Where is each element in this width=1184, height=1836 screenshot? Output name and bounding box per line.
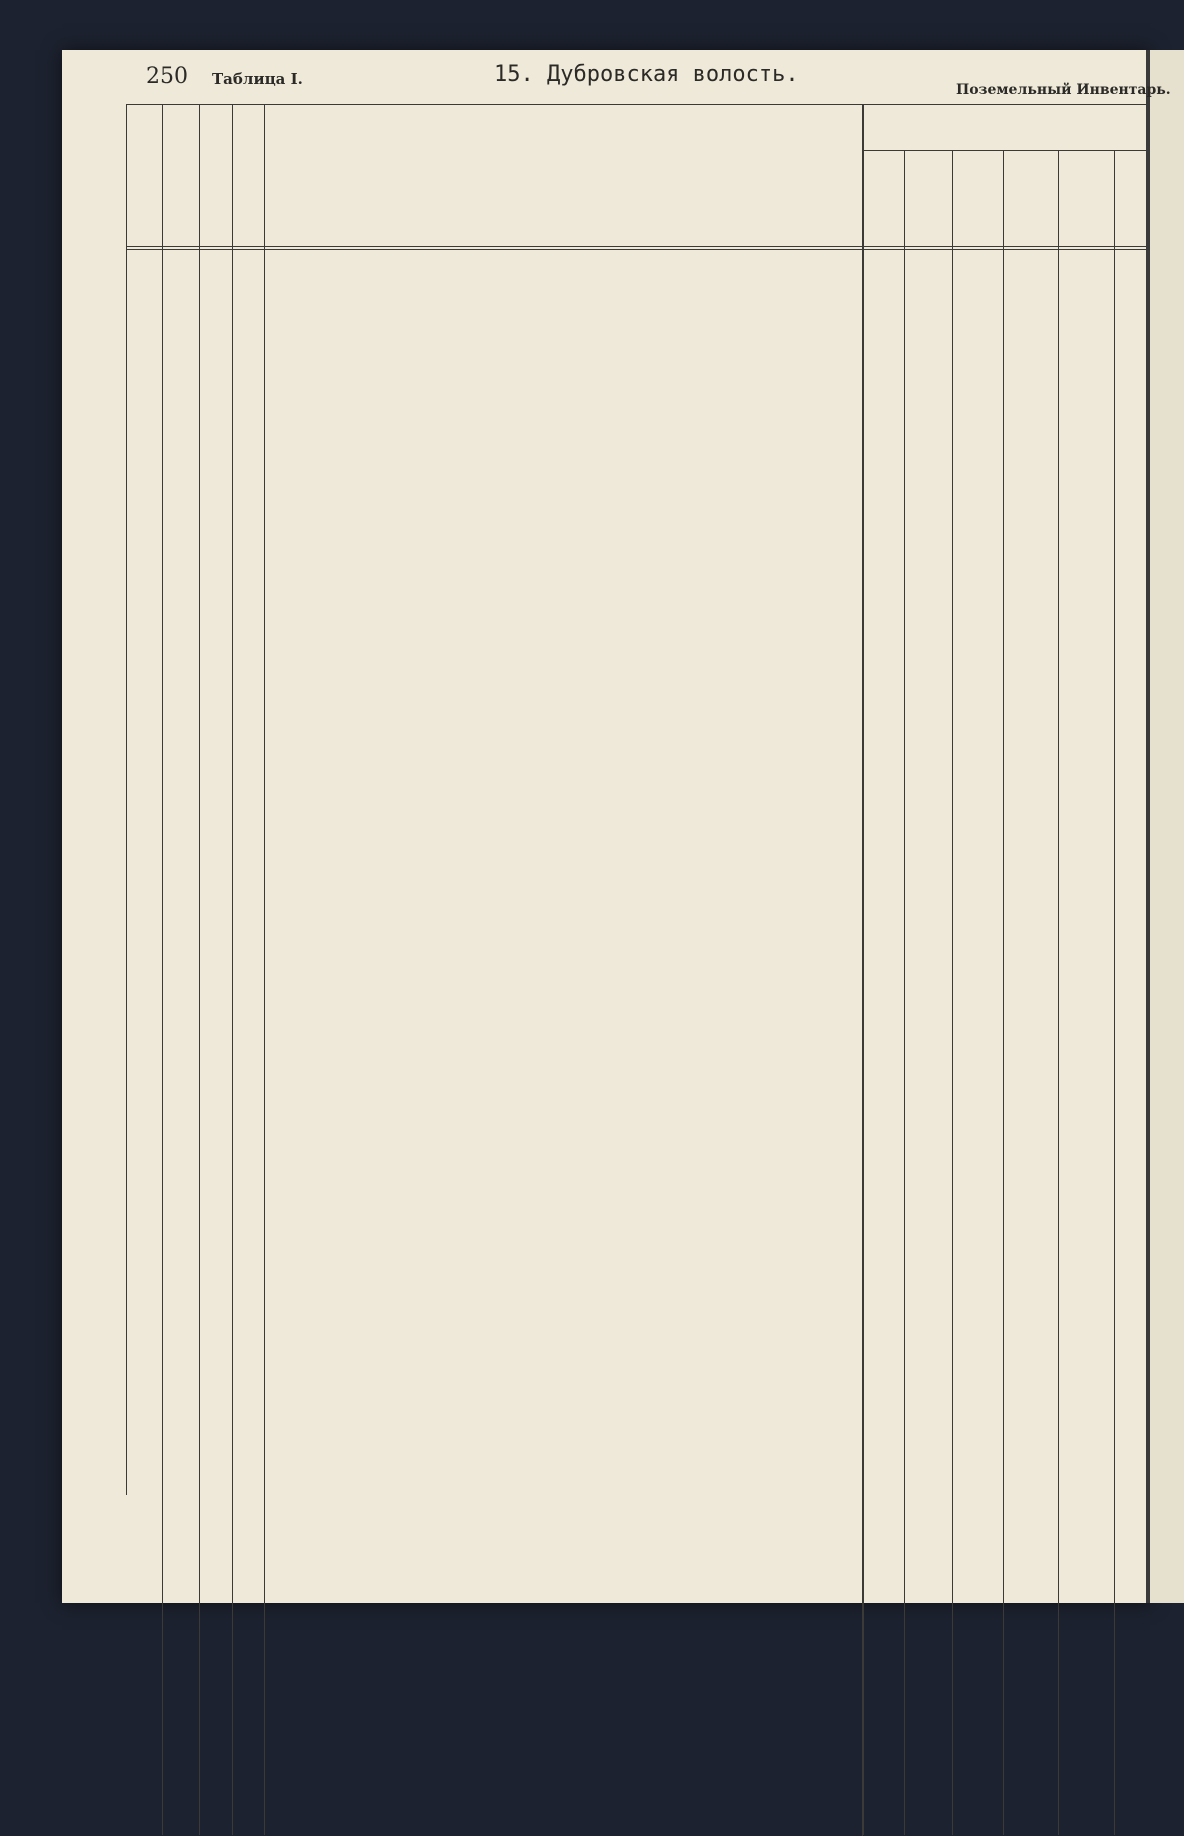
col-header-order <box>126 108 162 240</box>
next-page-edge <box>1150 50 1184 1603</box>
column-divider <box>264 104 265 1835</box>
header-bottom-rule-2 <box>126 249 1146 250</box>
table-label: Таблица I. <box>212 70 303 88</box>
col-header-usable <box>1058 156 1114 242</box>
page-number: 250 <box>146 64 188 89</box>
column-divider <box>1058 150 1059 1835</box>
header-bottom-rule <box>126 246 1146 247</box>
document-page <box>62 50 1150 1603</box>
right-title: Поземельный Инвентарь. <box>956 82 1171 98</box>
col-header-general <box>162 108 199 240</box>
col-header-hay <box>952 156 1003 242</box>
column-divider <box>232 104 233 1835</box>
header-top-rule <box>126 104 1146 105</box>
col-header-forest <box>1003 156 1058 242</box>
volost-title: 15. Дубровская волость. <box>494 62 799 87</box>
col-header-arable <box>904 156 952 242</box>
col-header-homestead <box>863 156 904 242</box>
col-header-owner <box>232 108 264 240</box>
spine-heading <box>1156 118 1184 258</box>
group-rule <box>863 150 1146 151</box>
column-divider <box>126 104 127 1495</box>
column-divider <box>863 104 864 1835</box>
column-divider <box>952 150 953 1835</box>
column-divider <box>162 104 163 1835</box>
column-divider <box>1003 150 1004 1835</box>
column-divider <box>862 104 863 1836</box>
column-divider <box>1114 150 1115 1835</box>
col-header-special <box>199 108 232 240</box>
column-divider <box>199 104 200 1835</box>
col-header-total <box>1114 156 1146 242</box>
column-divider <box>904 150 905 1835</box>
